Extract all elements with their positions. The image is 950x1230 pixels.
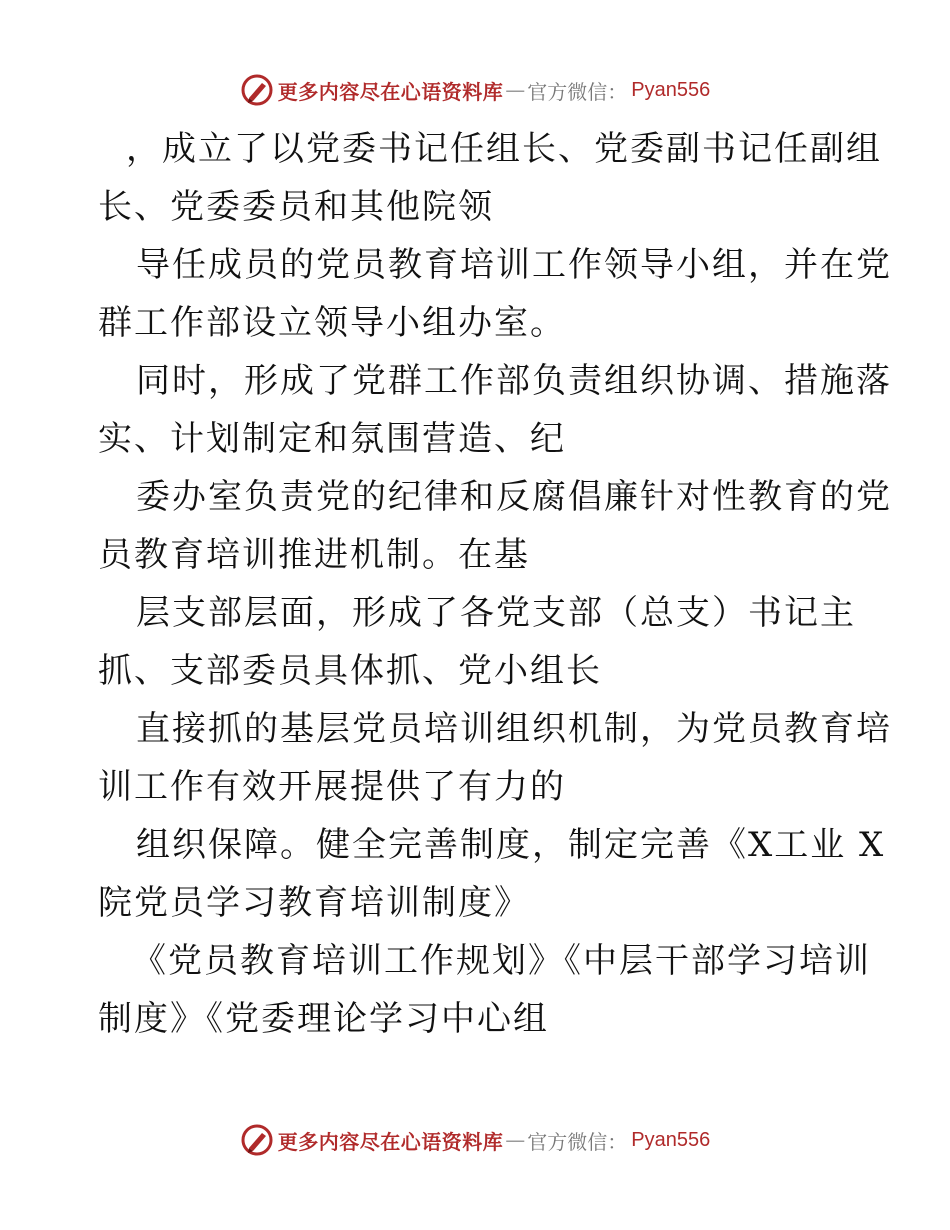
paragraph-line: 同时，形成了党群工作部负责组织协调、措施落 [136, 361, 892, 401]
paragraph [98, 816, 886, 932]
banner-text [278, 1126, 710, 1155]
banner-colon: ： [607, 1129, 628, 1154]
paragraph-line: 直接抓的基层党员培训组织机制，为党员教育培 [136, 709, 892, 749]
banner-text [278, 76, 710, 105]
banner-wechat-id: Pyan556 [631, 78, 711, 101]
paragraph [98, 700, 892, 816]
banner-wechat-id: Pyan556 [631, 1128, 711, 1151]
header-banner [0, 70, 950, 110]
banner-official-label: 官方微信 [527, 1129, 608, 1154]
red-pen-circle-logo-icon [240, 1123, 274, 1157]
banner-main-text: 更多内容尽在心语资料库 [277, 1129, 504, 1154]
paragraph [98, 236, 892, 352]
paragraph-line: 群工作部设立领导小组办室。 [98, 303, 566, 343]
paragraph-line: 长、党委委员和其他院领 [98, 187, 494, 227]
paragraph [98, 352, 892, 468]
red-pen-circle-logo-icon [240, 73, 274, 107]
paragraph-line: 员教育培训推进机制。在基 [98, 535, 530, 575]
paragraph-line: 《党员教育培训工作规划》《中层干部学习培训 [132, 941, 871, 981]
paragraph-line: 层支部层面，形成了各党支部（总支）书记主 [136, 593, 856, 633]
paragraph [98, 468, 892, 584]
banner-colon: ： [607, 79, 628, 104]
paragraph-line: 制度》《党委理论学习中心组 [98, 999, 549, 1039]
paragraph [98, 584, 858, 700]
banner-official-label: 官方微信 [527, 79, 608, 104]
paragraph [98, 932, 871, 1048]
paragraph-line: 组织保障。健全完善制度，制定完善《X工业 X [136, 825, 886, 865]
paragraph-line: 抓、支部委员具体抓、党小组长 [98, 651, 602, 691]
paragraph-line: 院党员学习教育培训制度》 [98, 883, 530, 923]
banner-separator: — [505, 1128, 526, 1152]
paragraph-line: 委办室负责党的纪律和反腐倡廉针对性教育的党 [136, 477, 892, 517]
paragraph [98, 120, 882, 236]
paragraph-line: 训工作有效开展提供了有力的 [98, 767, 566, 807]
paragraph-line: ，成立了以党委书记任组长、党委副书记任副组 [126, 129, 882, 169]
paragraph-line: 导任成员的党员教育培训工作领导小组，并在党 [136, 245, 892, 285]
footer-banner [0, 1120, 950, 1160]
paragraph-line: 实、计划制定和氛围营造、纪 [98, 419, 566, 459]
document-body [98, 120, 892, 1048]
banner-separator: — [505, 78, 526, 102]
banner-main-text: 更多内容尽在心语资料库 [277, 79, 504, 104]
